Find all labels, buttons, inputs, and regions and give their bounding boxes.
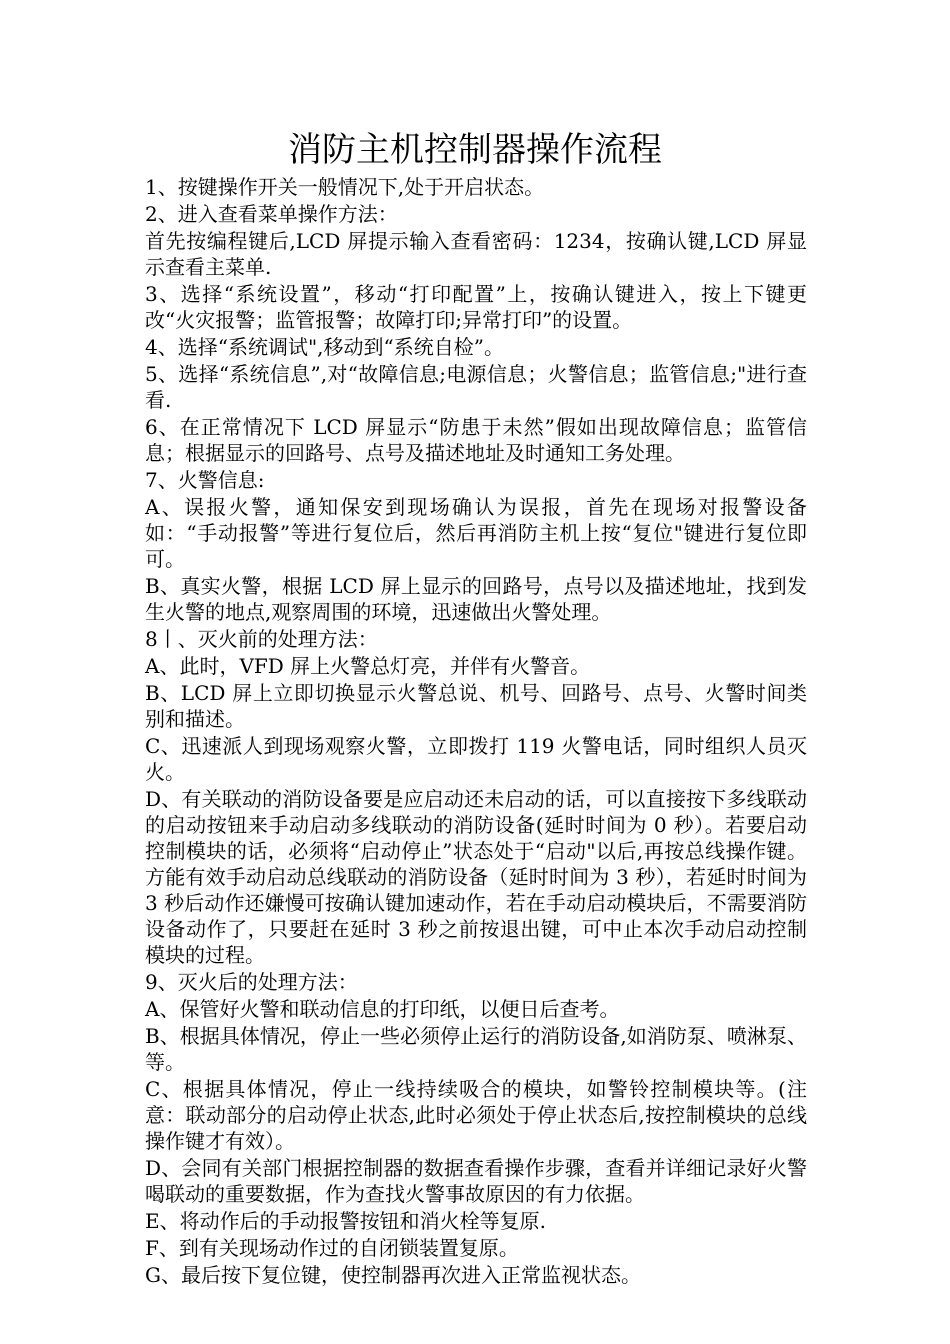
paragraph: 7、火警信息: <box>145 468 265 492</box>
paragraph: 6、在正常情况下 LCD 屏显示“防患于未然”假如出现故障信息；监管信息；根据显示的回路号、点号及描述地址及时通知工务处理。 <box>145 415 807 465</box>
paragraph: A、误报火警，通知保安到现场确认为误报，首先在现场对报警设备如：“手动报警”等进行复位后，然后再消防主机上按“复位"键进行复位即可。 <box>145 495 807 571</box>
paragraph: C、迅速派人到现场观察火警，立即拨打 119 火警电话，同时组织人员灭火。 <box>145 734 807 784</box>
paragraph: 1、按键操作开关一般情况下,处于开启状态。 <box>145 175 545 199</box>
paragraph: 8丨、灭火前的处理方法： <box>145 627 378 651</box>
paragraph: 4、选择“系统调试",移动到“系统自检”。 <box>145 335 504 359</box>
paragraph: 2、进入查看菜单操作方法： <box>145 202 398 226</box>
paragraph: A、此时，VFD 屏上火警总灯亮，并伴有火警音。 <box>145 654 591 678</box>
paragraph: D、有关联动的消防设备要是应启动还未启动的话，可以直接按下多线联动的启动按钮来手动启动多线联动的消防设备(延时时间为 0 秒）。若要启动控制模块的话，必须将“启动停止”状态处于“启动"以后,再按总线操作键。方能有效手动启动总线联动的消防设备（延时时间为 3 秒），若延时时间为 3 秒后动作还嫌慢可按确认键加速动作，若在手动启动模块后，不需要消防设备动作了，只要赶在延时 3 秒之前按退出键，可中止本次手动启动控制模块的过程。 <box>145 787 807 967</box>
paragraph: 3、选择“系统设置”，移动“打印配置”上，按确认键进入，按上下键更改“火灾报警；监管报警；故障打印;异常打印”的设置。 <box>145 282 807 332</box>
paragraph: F、到有关现场动作过的自闭锁装置复原。 <box>145 1236 519 1260</box>
document-body <box>145 174 807 1289</box>
paragraph: D、会同有关部门根据控制器的数据查看操作步骤，查看并详细记录好火警喝联动的重要数据，作为查找火警事故原因的有力依据。 <box>145 1156 807 1206</box>
paragraph: 5、选择“系统信息”,对“故障信息;电源信息；火警信息；监管信息;"进行查看. <box>145 362 807 412</box>
paragraph: C、根据具体情况，停止一线持续吸合的模块，如警铃控制模块等。(注意：联动部分的启动停止状态,此时必须处于停止状态后,按控制模块的总线操作键才有效）。 <box>145 1077 807 1153</box>
paragraph: 9、灭火后的处理方法： <box>145 970 358 994</box>
paragraph: G、最后按下复位键，使控制器再次进入正常监视状态。 <box>145 1263 641 1287</box>
paragraph: E、将动作后的手动报警按钮和消火栓等复原. <box>145 1209 546 1233</box>
paragraph: B、根据具体情况，停止一些必须停止运行的消防设备,如消防泵、喷淋泵、等。 <box>145 1024 807 1074</box>
paragraph: B、LCD 屏上立即切换显示火警总说、机号、回路号、点号、火警时间类别和描述。 <box>145 681 807 731</box>
paragraph: B、真实火警，根据 LCD 屏上显示的回路号，点号以及描述地址，找到发生火警的地点,观察周围的环境，迅速做出火警处理。 <box>145 574 807 624</box>
paragraph: 首先按编程键后,LCD 屏提示输入查看密码：1234，按确认键,LCD 屏显示查看主菜单. <box>145 229 807 279</box>
document-title: 消防主机控制器操作流程 <box>288 130 662 170</box>
paragraph: A、保管好火警和联动信息的打印纸，以便日后查考。 <box>145 997 620 1021</box>
